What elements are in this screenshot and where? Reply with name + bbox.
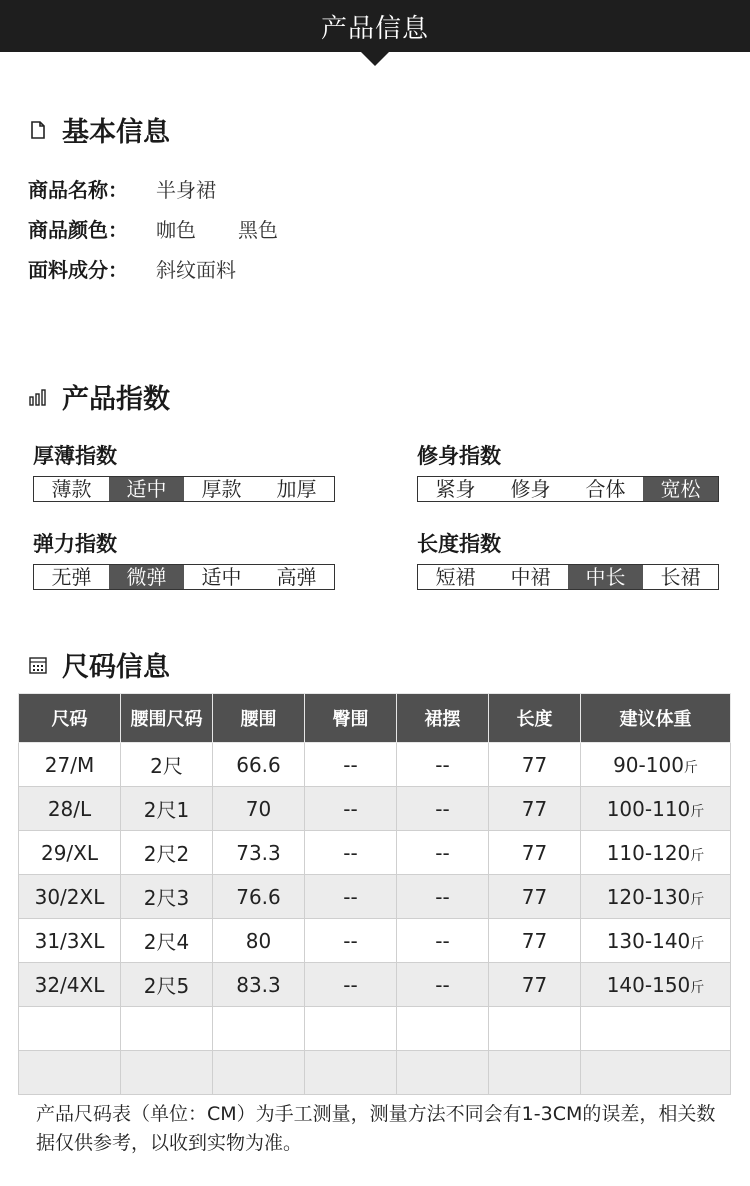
scale-option: 合体 (585, 477, 626, 501)
info-row-color (28, 214, 278, 243)
cell-value: 77 (521, 884, 548, 909)
banner-title: 产品信息 (320, 13, 429, 44)
cell-value: 30/2XL (34, 884, 105, 909)
table-cell (121, 1007, 213, 1051)
table-row (19, 1051, 731, 1095)
weight-unit: 斤 (690, 891, 705, 908)
table-cell (121, 787, 213, 831)
table-cell (581, 875, 731, 919)
table-cell (397, 743, 489, 787)
table-row (19, 963, 731, 1007)
table-cell (305, 787, 397, 831)
table-cell (121, 743, 213, 787)
index-fit-title: 修身指数 (417, 444, 501, 468)
column-header: 尺码 (19, 694, 121, 743)
table-cell (305, 831, 397, 875)
scale-option: 紧身 (435, 477, 476, 501)
cell-value: -- (343, 884, 358, 909)
cell-value: 29/XL (40, 840, 99, 865)
cell-value: -- (343, 972, 358, 997)
cell-value: 100-110 (606, 796, 691, 821)
table-cell (397, 831, 489, 875)
top-banner (0, 0, 750, 52)
table-row (19, 831, 731, 875)
cell-value: 28/L (47, 796, 92, 821)
scale-option: 高弹 (276, 565, 317, 589)
cell-value: 2尺2 (143, 842, 190, 866)
weight-unit: 斤 (690, 935, 705, 952)
weight-unit: 斤 (683, 759, 698, 776)
info-key: 面料成分： (28, 258, 128, 282)
scale-option: 短裙 (435, 565, 476, 589)
cell-value: 140-150 (606, 972, 691, 997)
table-cell (213, 743, 305, 787)
cell-value: -- (435, 884, 450, 909)
table-cell (19, 919, 121, 963)
info-key: 商品名称： (28, 178, 128, 202)
info-value: 咖色 (156, 218, 196, 242)
cell-value: 77 (521, 796, 548, 821)
cell-value: 2尺 (150, 754, 183, 778)
cell-value: 2尺5 (143, 974, 190, 998)
table-cell (19, 831, 121, 875)
scale-option-selected: 适中 (109, 477, 184, 501)
cell-value: -- (435, 796, 450, 821)
table-cell (305, 919, 397, 963)
scale-option-selected: 中长 (568, 565, 643, 589)
cell-value: -- (435, 972, 450, 997)
calendar-grid-icon (28, 655, 48, 675)
cell-value: 70 (245, 796, 272, 821)
section-index-title: 产品指数 (62, 384, 170, 415)
table-cell (19, 1007, 121, 1051)
section-basic-info (28, 110, 170, 149)
table-cell (581, 1051, 731, 1095)
info-row-fabric (28, 254, 236, 283)
scale-option: 厚款 (201, 477, 242, 501)
scale-option: 适中 (201, 565, 242, 589)
column-header: 建议体重 (581, 694, 731, 743)
info-value: 半身裙 (156, 178, 216, 202)
table-row (19, 1007, 731, 1051)
table-cell (489, 1051, 581, 1095)
table-cell (489, 831, 581, 875)
index-stretch-scale (33, 564, 335, 590)
cell-value: 120-130 (606, 884, 691, 909)
weight-unit: 斤 (690, 979, 705, 996)
table-cell (489, 1007, 581, 1051)
section-basic-title: 基本信息 (62, 117, 170, 148)
table-cell (213, 1051, 305, 1095)
table-cell (213, 963, 305, 1007)
size-table (18, 693, 731, 1095)
column-header: 臀围 (305, 694, 397, 743)
table-cell (121, 919, 213, 963)
table-cell (489, 743, 581, 787)
banner-arrow (361, 52, 389, 66)
scale-option-selected: 微弹 (109, 565, 184, 589)
cell-value: 27/M (44, 752, 95, 777)
size-note: 产品尺码表（单位：CM）为手工测量，测量方法不同会有1-3CM的误差，相关数据仅供参考，以收到实物为准。 (36, 1103, 716, 1154)
table-cell (213, 919, 305, 963)
scale-option: 长裙 (660, 565, 701, 589)
cell-value: -- (435, 928, 450, 953)
cell-value: 130-140 (606, 928, 691, 953)
section-index (28, 377, 170, 416)
table-row (19, 919, 731, 963)
scale-option: 薄款 (51, 477, 92, 501)
section-size-title: 尺码信息 (62, 652, 170, 683)
table-cell (397, 1007, 489, 1051)
table-cell (213, 831, 305, 875)
cell-value: 66.6 (236, 752, 281, 777)
table-cell (305, 875, 397, 919)
cell-value: 77 (521, 840, 548, 865)
table-row (19, 743, 731, 787)
info-row-name (28, 174, 216, 203)
cell-value: 31/3XL (34, 928, 105, 953)
table-cell (581, 743, 731, 787)
table-cell (19, 1051, 121, 1095)
index-length-title: 长度指数 (417, 532, 501, 556)
index-thickness-title: 厚薄指数 (33, 444, 117, 468)
table-cell (581, 831, 731, 875)
table-cell (489, 963, 581, 1007)
cell-value: 77 (521, 752, 548, 777)
table-cell (213, 787, 305, 831)
info-value: 斜纹面料 (156, 258, 236, 282)
cell-value: 83.3 (236, 972, 281, 997)
table-header-row (19, 694, 731, 743)
column-header: 腰围 (213, 694, 305, 743)
cell-value: 110-120 (606, 840, 691, 865)
table-row (19, 787, 731, 831)
cell-value: -- (435, 840, 450, 865)
table-cell (213, 875, 305, 919)
bar-chart-icon (28, 387, 48, 407)
table-cell (397, 919, 489, 963)
table-cell (19, 787, 121, 831)
cell-value: 80 (245, 928, 272, 953)
cell-value: 90-100 (613, 752, 684, 777)
table-cell (397, 787, 489, 831)
table-cell (397, 963, 489, 1007)
scale-option: 中裙 (510, 565, 551, 589)
cell-value: 2尺1 (143, 798, 190, 822)
table-cell (19, 743, 121, 787)
scale-option-selected: 宽松 (643, 477, 718, 501)
table-cell (305, 963, 397, 1007)
table-cell (397, 875, 489, 919)
weight-unit: 斤 (690, 847, 705, 864)
cell-value: -- (435, 752, 450, 777)
column-header: 腰围尺码 (121, 694, 213, 743)
table-cell (489, 875, 581, 919)
weight-unit: 斤 (690, 803, 705, 820)
table-cell (213, 1007, 305, 1051)
cell-value: 2尺4 (143, 930, 190, 954)
table-row (19, 875, 731, 919)
table-cell (489, 787, 581, 831)
table-cell (121, 875, 213, 919)
cell-value: 2尺3 (143, 886, 190, 910)
table-cell (397, 1051, 489, 1095)
table-cell (19, 875, 121, 919)
table-cell (305, 1007, 397, 1051)
cell-value: 77 (521, 928, 548, 953)
document-icon (28, 120, 48, 140)
cell-value: -- (343, 840, 358, 865)
cell-value: 32/4XL (34, 972, 105, 997)
cell-value: -- (343, 796, 358, 821)
info-value: 黑色 (238, 218, 278, 242)
index-thickness-scale (33, 476, 335, 502)
table-cell (121, 963, 213, 1007)
info-key: 商品颜色： (28, 218, 128, 242)
table-cell (121, 831, 213, 875)
scale-option: 修身 (510, 477, 551, 501)
cell-value: 76.6 (236, 884, 281, 909)
table-cell (19, 963, 121, 1007)
section-size (28, 645, 170, 684)
table-cell (305, 1051, 397, 1095)
table-cell (581, 963, 731, 1007)
cell-value: 77 (521, 972, 548, 997)
scale-option: 无弹 (51, 565, 92, 589)
cell-value: -- (343, 752, 358, 777)
table-cell (121, 1051, 213, 1095)
table-cell (305, 743, 397, 787)
index-stretch-title: 弹力指数 (33, 532, 117, 556)
column-header: 裙摆 (397, 694, 489, 743)
cell-value: -- (343, 928, 358, 953)
index-fit-scale (417, 476, 719, 502)
index-length-scale (417, 564, 719, 590)
table-cell (581, 1007, 731, 1051)
table-cell (581, 787, 731, 831)
cell-value: 73.3 (236, 840, 281, 865)
table-cell (581, 919, 731, 963)
scale-option: 加厚 (276, 477, 317, 501)
table-cell (489, 919, 581, 963)
column-header: 长度 (489, 694, 581, 743)
